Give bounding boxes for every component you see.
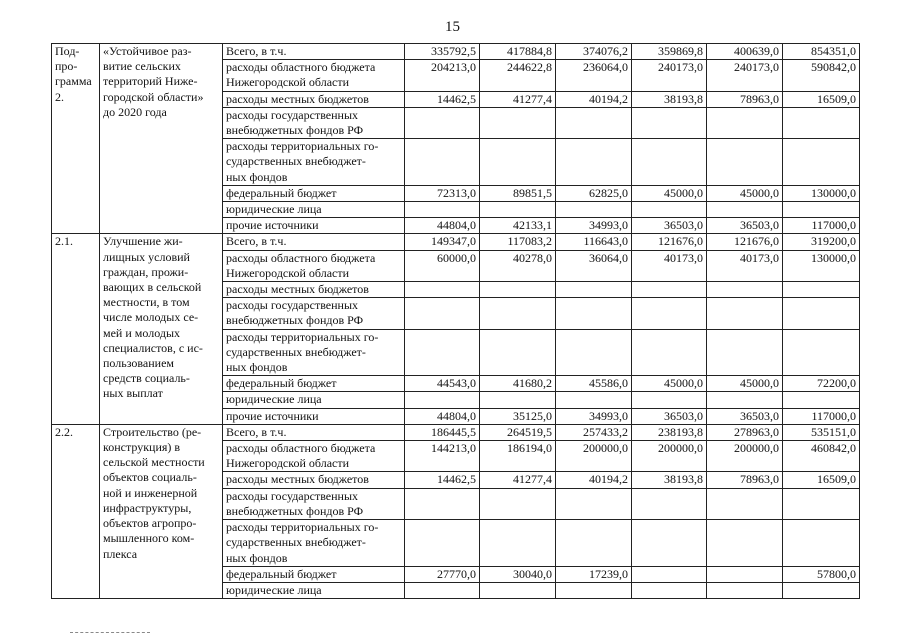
value-cell: 121676,0 xyxy=(632,234,707,250)
value-cell: 40194,2 xyxy=(556,472,632,488)
value-cell xyxy=(632,582,707,598)
value-cell: 45000,0 xyxy=(707,185,783,201)
value-cell: 186445,5 xyxy=(405,424,480,440)
value-cell: 200000,0 xyxy=(556,441,632,472)
value-cell: 117083,2 xyxy=(480,234,556,250)
table-row xyxy=(52,234,860,250)
section-code: 2.1. xyxy=(52,234,100,424)
value-cell xyxy=(783,488,860,519)
value-cell: 35125,0 xyxy=(480,408,556,424)
value-cell: 16509,0 xyxy=(783,472,860,488)
row-label: расходы территориальных го- сударственных внебюджет- ных фондов xyxy=(223,329,405,376)
value-cell xyxy=(707,520,783,567)
value-cell xyxy=(632,282,707,298)
value-cell xyxy=(632,488,707,519)
value-cell: 38193,8 xyxy=(632,472,707,488)
value-cell: 44543,0 xyxy=(405,376,480,392)
row-label: расходы областного бюджета Нижегородской области xyxy=(223,60,405,91)
value-cell xyxy=(632,107,707,138)
value-cell xyxy=(556,202,632,218)
row-label: юридические лица xyxy=(223,202,405,218)
value-cell xyxy=(480,202,556,218)
value-cell: 57800,0 xyxy=(783,566,860,582)
value-cell xyxy=(556,298,632,329)
value-cell: 144213,0 xyxy=(405,441,480,472)
value-cell: 240173,0 xyxy=(707,60,783,91)
value-cell: 36503,0 xyxy=(707,408,783,424)
table-row xyxy=(52,44,860,60)
value-cell xyxy=(480,582,556,598)
value-cell xyxy=(405,520,480,567)
value-cell: 17239,0 xyxy=(556,566,632,582)
value-cell: 117000,0 xyxy=(783,218,860,234)
value-cell: 62825,0 xyxy=(556,185,632,201)
value-cell: 238193,8 xyxy=(632,424,707,440)
value-cell: 200000,0 xyxy=(632,441,707,472)
value-cell: 41277,4 xyxy=(480,91,556,107)
value-cell: 45000,0 xyxy=(707,376,783,392)
page-number: 15 xyxy=(445,19,460,35)
row-label: юридические лица xyxy=(223,582,405,598)
value-cell xyxy=(783,582,860,598)
value-cell xyxy=(480,520,556,567)
value-cell xyxy=(707,582,783,598)
value-cell xyxy=(405,282,480,298)
value-cell xyxy=(632,139,707,186)
value-cell xyxy=(783,329,860,376)
value-cell: 40173,0 xyxy=(707,250,783,281)
row-label: Всего, в т.ч. xyxy=(223,44,405,60)
row-label: расходы государственных внебюджетных фондов РФ xyxy=(223,488,405,519)
value-cell: 116643,0 xyxy=(556,234,632,250)
value-cell xyxy=(556,107,632,138)
value-cell: 36503,0 xyxy=(707,218,783,234)
value-cell: 14462,5 xyxy=(405,91,480,107)
value-cell xyxy=(556,520,632,567)
value-cell xyxy=(405,488,480,519)
value-cell: 319200,0 xyxy=(783,234,860,250)
value-cell xyxy=(405,329,480,376)
value-cell: 854351,0 xyxy=(783,44,860,60)
row-label: прочие источники xyxy=(223,408,405,424)
value-cell: 278963,0 xyxy=(707,424,783,440)
value-cell: 72313,0 xyxy=(405,185,480,201)
value-cell xyxy=(632,566,707,582)
value-cell: 121676,0 xyxy=(707,234,783,250)
value-cell: 244622,8 xyxy=(480,60,556,91)
row-label: расходы территориальных го- сударственных внебюджет- ных фондов xyxy=(223,139,405,186)
value-cell xyxy=(707,282,783,298)
table-row xyxy=(52,424,860,440)
value-cell xyxy=(556,582,632,598)
value-cell xyxy=(632,329,707,376)
value-cell xyxy=(707,329,783,376)
value-cell xyxy=(707,107,783,138)
value-cell: 590842,0 xyxy=(783,60,860,91)
row-label: расходы территориальных го- сударственных внебюджет- ных фондов xyxy=(223,520,405,567)
value-cell: 417884,8 xyxy=(480,44,556,60)
value-cell xyxy=(405,392,480,408)
value-cell: 38193,8 xyxy=(632,91,707,107)
value-cell xyxy=(632,392,707,408)
value-cell: 78963,0 xyxy=(707,472,783,488)
section-name: Улучшение жи- лищных условий граждан, прожи- вающих в сельской местности, в том числе молодых се- мей и молодых специалистов, с ис- пользованием средств социаль- ных выплат xyxy=(100,234,223,424)
value-cell xyxy=(405,582,480,598)
section-code: Под- про- грамма 2. xyxy=(52,44,100,234)
value-cell: 535151,0 xyxy=(783,424,860,440)
value-cell xyxy=(707,298,783,329)
value-cell: 45586,0 xyxy=(556,376,632,392)
value-cell: 149347,0 xyxy=(405,234,480,250)
value-cell xyxy=(556,139,632,186)
value-cell: 34993,0 xyxy=(556,218,632,234)
section-code: 2.2. xyxy=(52,424,100,598)
row-label: расходы местных бюджетов xyxy=(223,91,405,107)
value-cell: 460842,0 xyxy=(783,441,860,472)
value-cell xyxy=(480,282,556,298)
row-label: расходы государственных внебюджетных фондов РФ xyxy=(223,298,405,329)
value-cell: 374076,2 xyxy=(556,44,632,60)
row-label: Всего, в т.ч. xyxy=(223,234,405,250)
value-cell: 117000,0 xyxy=(783,408,860,424)
value-cell xyxy=(707,488,783,519)
value-cell: 14462,5 xyxy=(405,472,480,488)
value-cell: 200000,0 xyxy=(707,441,783,472)
value-cell: 186194,0 xyxy=(480,441,556,472)
value-cell xyxy=(480,329,556,376)
value-cell: 264519,5 xyxy=(480,424,556,440)
value-cell xyxy=(632,202,707,218)
value-cell: 45000,0 xyxy=(632,376,707,392)
value-cell xyxy=(632,520,707,567)
budget-table xyxy=(51,43,860,599)
value-cell xyxy=(405,139,480,186)
value-cell: 36503,0 xyxy=(632,408,707,424)
section-name: Строительство (ре- конструкция) в сельской местности объектов социаль- ной и инженерной инфраструктуры, объектов агропро- мышленного ком- плекса xyxy=(100,424,223,598)
value-cell xyxy=(783,392,860,408)
value-cell: 34993,0 xyxy=(556,408,632,424)
value-cell: 45000,0 xyxy=(632,185,707,201)
value-cell: 42133,1 xyxy=(480,218,556,234)
value-cell: 16509,0 xyxy=(783,91,860,107)
value-cell xyxy=(556,392,632,408)
value-cell: 27770,0 xyxy=(405,566,480,582)
value-cell: 89851,5 xyxy=(480,185,556,201)
section-name: «Устойчивое раз- витие сельских территорий Ниже- городской области» до 2020 года xyxy=(100,44,223,234)
row-label: Всего, в т.ч. xyxy=(223,424,405,440)
value-cell xyxy=(783,298,860,329)
value-cell: 41277,4 xyxy=(480,472,556,488)
value-cell xyxy=(707,566,783,582)
row-label: прочие источники xyxy=(223,218,405,234)
value-cell xyxy=(783,282,860,298)
footer-mark xyxy=(70,632,150,636)
value-cell xyxy=(556,282,632,298)
value-cell: 204213,0 xyxy=(405,60,480,91)
value-cell xyxy=(405,298,480,329)
value-cell: 335792,5 xyxy=(405,44,480,60)
value-cell xyxy=(480,392,556,408)
value-cell: 130000,0 xyxy=(783,185,860,201)
value-cell xyxy=(783,139,860,186)
value-cell: 130000,0 xyxy=(783,250,860,281)
row-label: расходы областного бюджета Нижегородской области xyxy=(223,250,405,281)
value-cell xyxy=(480,298,556,329)
value-cell xyxy=(707,202,783,218)
row-label: федеральный бюджет xyxy=(223,185,405,201)
row-label: расходы государственных внебюджетных фондов РФ xyxy=(223,107,405,138)
value-cell: 240173,0 xyxy=(632,60,707,91)
value-cell xyxy=(556,488,632,519)
value-cell xyxy=(480,139,556,186)
row-label: федеральный бюджет xyxy=(223,376,405,392)
value-cell: 257433,2 xyxy=(556,424,632,440)
value-cell xyxy=(480,107,556,138)
value-cell: 359869,8 xyxy=(632,44,707,60)
budget-table-body xyxy=(52,44,860,599)
value-cell: 72200,0 xyxy=(783,376,860,392)
value-cell xyxy=(783,520,860,567)
value-cell: 36503,0 xyxy=(632,218,707,234)
value-cell xyxy=(480,488,556,519)
value-cell xyxy=(556,329,632,376)
value-cell xyxy=(632,298,707,329)
value-cell: 40278,0 xyxy=(480,250,556,281)
value-cell: 78963,0 xyxy=(707,91,783,107)
value-cell xyxy=(707,392,783,408)
value-cell xyxy=(707,139,783,186)
value-cell xyxy=(405,107,480,138)
value-cell: 30040,0 xyxy=(480,566,556,582)
value-cell: 236064,0 xyxy=(556,60,632,91)
value-cell: 36064,0 xyxy=(556,250,632,281)
value-cell: 400639,0 xyxy=(707,44,783,60)
value-cell xyxy=(783,107,860,138)
value-cell: 60000,0 xyxy=(405,250,480,281)
value-cell: 41680,2 xyxy=(480,376,556,392)
row-label: федеральный бюджет xyxy=(223,566,405,582)
row-label: расходы местных бюджетов xyxy=(223,282,405,298)
value-cell xyxy=(405,202,480,218)
value-cell: 44804,0 xyxy=(405,408,480,424)
row-label: расходы областного бюджета Нижегородской области xyxy=(223,441,405,472)
value-cell xyxy=(783,202,860,218)
value-cell: 40173,0 xyxy=(632,250,707,281)
row-label: юридические лица xyxy=(223,392,405,408)
value-cell: 40194,2 xyxy=(556,91,632,107)
value-cell: 44804,0 xyxy=(405,218,480,234)
row-label: расходы местных бюджетов xyxy=(223,472,405,488)
